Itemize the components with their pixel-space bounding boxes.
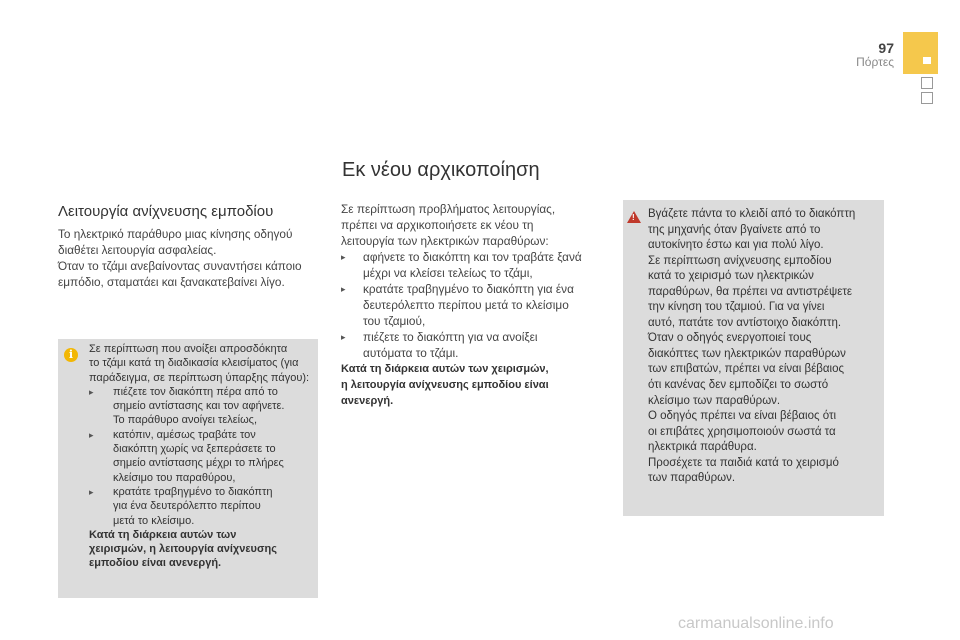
list-item: ▸ πιέζετε τον διακόπτη πέρα από το σημείο αντίστασης και τον αφήνετε. Το παράθυρο ανοίγει τελείως, [89, 385, 285, 427]
bullet-icon: ▸ [89, 429, 94, 440]
bullet-icon: ▸ [341, 252, 346, 262]
list-item: ▸ αφήνετε το διακόπτη και τον τραβάτε ξανά μέχρι να κλείσει τελείως το τζάμι, [341, 250, 582, 280]
list-item: ▸ πιέζετε το διακόπτη για να ανοίξει αυτόματα το τζάμι. [341, 330, 538, 360]
watermark: carmanualsonline.info [678, 615, 834, 632]
obstacle-section-text: Το ηλεκτρικό παράθυρο μιας κίνησης οδηγού διαθέτει λειτουργία ασφαλείας. Όταν το τζάμι ανεβαίνοντας συναντήσει κάποιο εμπόδιο, σταματάει και ξανακατεβαίνει λίγο. [58, 227, 302, 289]
section-name: Πόρτες [856, 55, 894, 69]
reinit-section-text: Σε περίπτωση προβλήματος λειτουργίας, πρέπει να αρχικοποιήσετε εκ νέου τη λειτουργία των ηλεκτρικών παραθύρων: ▸ αφήνετε το διακόπτη και τον τραβάτε ξανά μέχρι να κλείσει τελείως το τζάμι, ▸ κρατάτε τραβηγμένο το διακόπτη για ένα δευτερόλεπτο περίπου μετά το κλείσιμο του τζαμιού, ▸ πιέζετε το διακόπτη για να ανοίξει αυτόματα το τζάμι. Κατά τη διάρκεια αυτών των χειρισμών, η λειτουργία ανίχνευσης εμποδίου είναι ανενεργή. [341, 201, 611, 409]
obstacle-section-title: Λειτουργία ανίχνευσης εμποδίου [58, 203, 274, 220]
section-tab-3[interactable] [921, 92, 933, 104]
bullet-icon: ▸ [341, 332, 346, 342]
info-bold-note: Κατά τη διάρκεια αυτών των χειρισμών, η λειτουργία ανίχνευσης εμποδίου είναι ανενεργή. [89, 528, 277, 570]
bullet-icon: ▸ [341, 284, 346, 294]
list-item: ▸ κατόπιν, αμέσως τραβάτε τον διακόπτη χωρίς να ξεπεράσετε το σημείο αντίστασης μέχρι το πλήρες κλείσιμο του παραθύρου, [89, 428, 284, 484]
list-item: ▸ κρατάτε τραβηγμένο το διακόπτη για ένα δευτερόλεπτο περίπου μετά το κλείσιμο του τζαμιού, [341, 282, 574, 328]
info-box: i Σε περίπτωση που ανοίξει απροσδόκητα το τζάμι κατά τη διαδικασία κλεισίματος (για παράδειγμα, σε περίπτωση ύπαρξης πάγου): ▸ πιέζετε τον διακόπτη πέρα από το σημείο αντίστασης και τον αφήνετε. Το παράθυρο ανοίγει τελείως, ▸ κατόπιν, αμέσως τραβάτε τον διακόπτη χωρίς να ξεπεράσετε το σημείο αντίστασης μέχρι το πλήρες κλείσιμο του παραθύρου, ▸ κρατάτε τραβηγμένο το διακόπτη για ένα δευτερόλεπτο περίπου μετά το κλείσιμο. Κατά τη διάρκεια αυτών των χειρισμών, η λειτουργία ανίχνευσης εμποδίου είναι ανενεργή. [58, 339, 318, 598]
warning-icon: ! [627, 211, 641, 223]
info-icon: i [64, 348, 78, 362]
tab-marker-icon [923, 57, 931, 64]
page-number: 97 [878, 40, 894, 56]
main-title: Εκ νέου αρχικοποίηση [342, 159, 540, 181]
bullet-icon: ▸ [89, 386, 94, 397]
list-item: ▸ κρατάτε τραβηγμένο το διακόπτη για ένα δευτερόλεπτο περίπου μετά το κλείσιμο. [89, 485, 273, 527]
section-tab-active[interactable] [903, 32, 938, 74]
reinit-bold-note: Κατά τη διάρκεια αυτών των χειρισμών, η λειτουργία ανίχνευσης εμποδίου είναι ανενεργή. [341, 363, 549, 407]
warning-box: ! Βγάζετε πάντα το κλειδί από το διακόπτη της μηχανής όταν βγαίνετε από το αυτοκίνητο έστω και για πολύ λίγο. Σε περίπτωση ανίχνευσης εμποδίου κατά το χειρισμό των ηλεκτρικών παραθύρων, θα πρέπει να αντιστρέψετε την κίνηση του τζαμιού. Για να γίνει αυτό, πατάτε τον αντίστοιχο διακόπτη. Όταν ο οδηγός ενεργοποιεί τους διακόπτες των ηλεκτρικών παραθύρων των επιβατών, πρέπει να είναι βέβαιος ότι κανένας δεν εμποδίζει το σωστό κλείσιμο των παραθύρων. Ο οδηγός πρέπει να είναι βέβαιος ότι οι επιβάτες χρησιμοποιούν σωστά τα ηλεκτρικά παράθυρα. Προσέχετε τα παιδιά κατά το χειρισμό των παραθύρων. [623, 200, 884, 516]
section-tab-2[interactable] [921, 77, 933, 89]
bullet-icon: ▸ [89, 486, 94, 497]
